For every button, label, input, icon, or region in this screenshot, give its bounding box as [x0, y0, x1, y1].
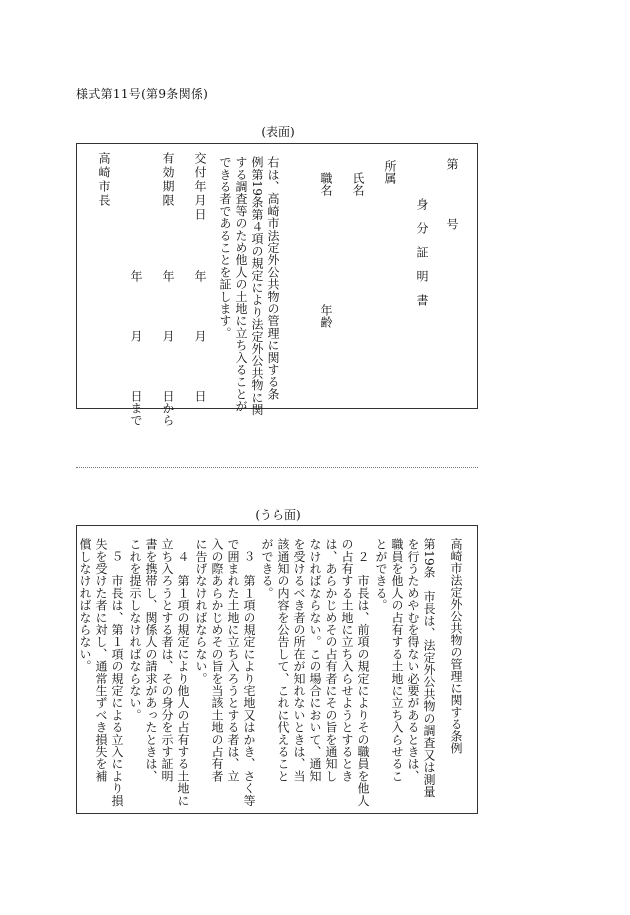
validity-label: 有効期限 [161, 152, 175, 208]
ordinance-title: 高崎市法定外公共物の管理に関する条例 [449, 538, 463, 754]
issue-date-value: 年 月 日 [193, 270, 207, 402]
form-id: 様式第11号(第9条関係) [76, 87, 209, 101]
cut-line [76, 467, 478, 468]
age-label: 年齢 [319, 304, 333, 328]
article-19-main: 第19条 市長は、法定外公共物の調査又は測量 を行うためやむを得ない必要があるときは、 職員を他人の占有する土地に立ち入らせるこ とができる。 [374, 538, 436, 798]
validity-from: 年 月 日から [161, 270, 175, 426]
validity-until: 年 月 日まで [129, 270, 143, 426]
back-caption: (うら面) [255, 508, 301, 522]
belong-label: 所属 [383, 160, 397, 184]
issuer-name: 高崎市長 [97, 152, 111, 208]
id-number-label: 第 号 [445, 158, 459, 230]
issue-date-label: 交付年月日 [193, 152, 207, 222]
certification-text: 右は、高崎市法定外公共物の管理に関する条 例第19条第４項の規定により法定外公共物に関 する調査等のため他人の土地に立ち入ることが できる者であることを証します。 [218, 156, 280, 416]
name-label: 氏名 [351, 172, 365, 196]
job-title-label: 職名 [319, 172, 333, 196]
article-19-paragraph-2: ２ 市長は、前項の規定によりその職員を他人 の占有する土地に立ち入らせようとするとき は、あらかじめその占有者にその旨を通知し なければならない。この場合において、通知 を受けるべき者の所在が知れないときは、当 該通知の内容を公告して、これに代えること ができる。 [260, 538, 370, 807]
back-panel [76, 525, 478, 814]
id-card-title: 身 分 証 明 書 [415, 198, 429, 306]
article-19-paragraph-5: ５ 市長は、第１項の規定による立入により損 失を受けた者に対し、通常生ずべき損失を補 償しなければならない。 [78, 538, 124, 807]
article-19-paragraph-4: ４ 第１項の規定により他人の占有する土地に 立ち入ろうとする者は、その身分を示す証明 書を携帯し、関係人の請求があったときは、 これを提示しなければならない。 [128, 538, 190, 807]
front-panel [76, 143, 478, 426]
article-19-paragraph-3: ３ 第１項の規定により宅地又はかき、さく等 で囲まれた土地に立ち入ろうとする者は、立 入の際あらかじめその旨を当該土地の占有者 に告げなければならない。 [194, 538, 256, 807]
front-caption: (表面) [261, 125, 295, 139]
